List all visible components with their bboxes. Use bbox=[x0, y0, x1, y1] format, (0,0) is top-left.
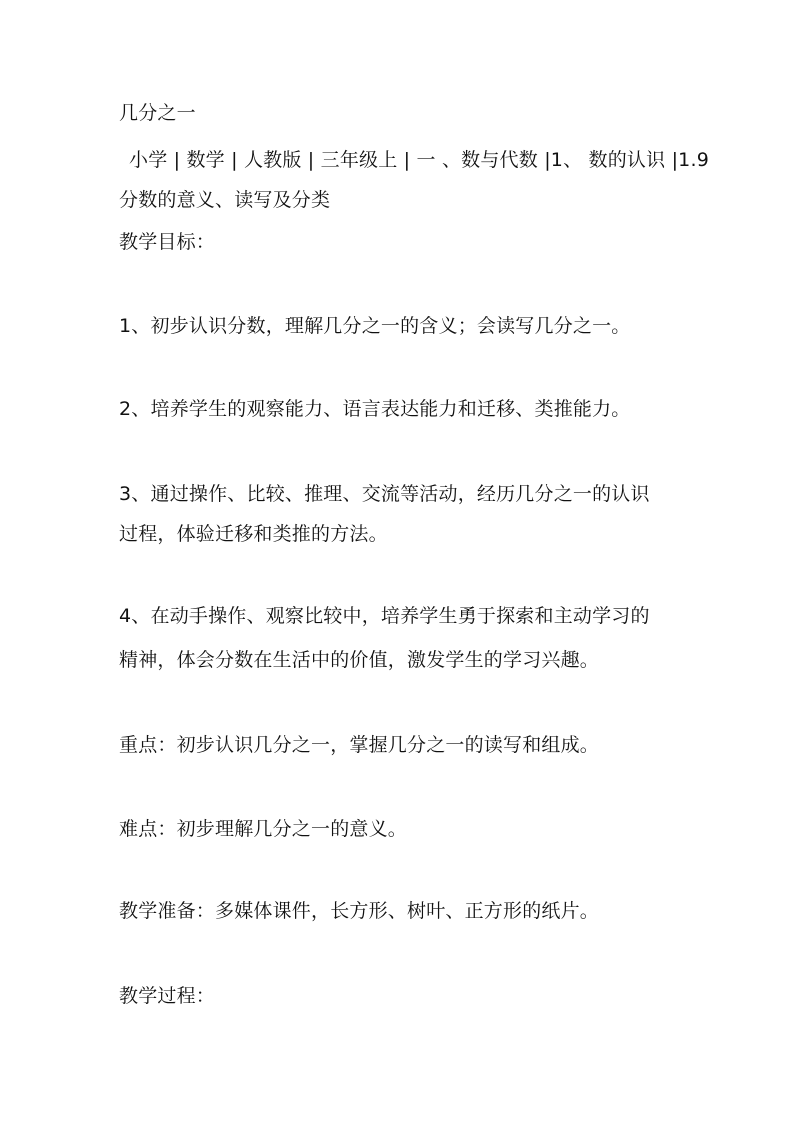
teaching-preparation: 教学准备：多媒体课件，长方形、树叶、正方形的纸片。 bbox=[119, 900, 600, 922]
breadcrumb: 小学 | 数学 | 人教版 | 三年级上 | 一 、数与代数 |1、 数的认识 |1.9 bbox=[129, 149, 709, 171]
goal-2: 2、培养学生的观察能力、语言表达能力和迁移、类推能力。 bbox=[119, 398, 631, 420]
teaching-process-heading: 教学过程： bbox=[119, 985, 216, 1007]
key-point: 重点：初步认识几分之一，掌握几分之一的读写和组成。 bbox=[119, 734, 600, 756]
goal-1: 1、初步认识分数，理解几分之一的含义；会读写几分之一。 bbox=[119, 315, 631, 337]
difficult-point: 难点：初步理解几分之一的意义。 bbox=[119, 818, 408, 840]
document-title: 几分之一 bbox=[119, 102, 196, 124]
goal-3-line-1: 3、通过操作、比较、推理、交流等活动，经历几分之一的认识 bbox=[119, 483, 650, 505]
goal-4-line-2: 精神，体会分数在生活中的价值，激发学生的学习兴趣。 bbox=[119, 649, 600, 671]
goal-4-line-1: 4、在动手操作、观察比较中，培养学生勇于探索和主动学习的 bbox=[119, 605, 650, 627]
breadcrumb-continuation: 分数的意义、读写及分类 bbox=[119, 189, 331, 211]
goal-3-line-2: 过程，体验迁移和类推的方法。 bbox=[119, 523, 388, 545]
objectives-heading: 教学目标： bbox=[119, 231, 216, 253]
